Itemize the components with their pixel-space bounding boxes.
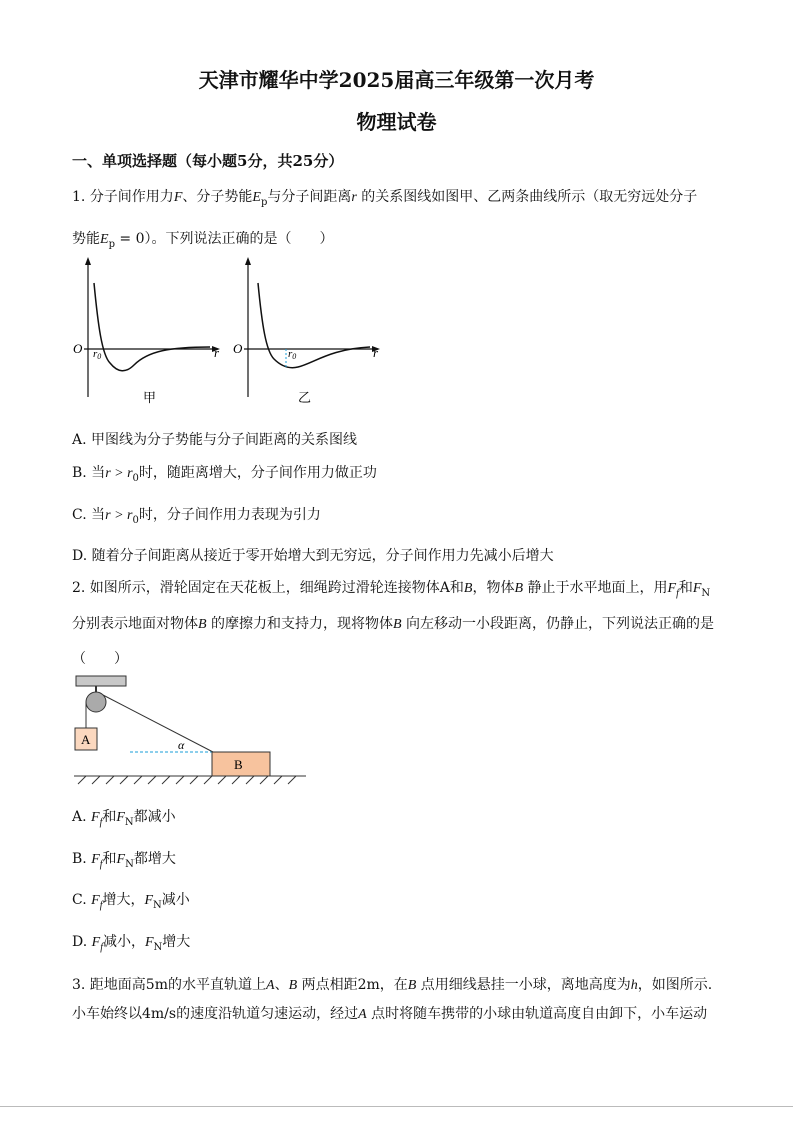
page-subtitle: 物理试卷 bbox=[356, 110, 437, 134]
origin-label-right: O bbox=[233, 341, 243, 356]
r-axis-label-right: r bbox=[373, 345, 379, 360]
ceiling-plate bbox=[76, 676, 126, 686]
q2-option-a[interactable]: A. $F_f$和$F_N$都减小 bbox=[72, 809, 176, 828]
q2-line3: （ ） bbox=[72, 651, 128, 667]
curve-left bbox=[94, 283, 210, 371]
block-b-label: B bbox=[234, 757, 243, 772]
q1-option-a[interactable]: A. 甲图线为分子势能与分子间距离的关系图线 bbox=[72, 432, 358, 448]
section-heading: 一、单项选择题（每小题5分，共25分） bbox=[72, 152, 344, 170]
graph-left bbox=[73, 257, 220, 405]
page-bottom-rule bbox=[0, 1106, 793, 1107]
q3-line2: 小车始终以4m/s的速度沿轨道匀速运动，经过A 点时将随车携带的小球由轨道高度自由卸下，小车运动 bbox=[72, 1006, 708, 1022]
ground-hatching bbox=[78, 776, 296, 784]
page-title: 天津市耀华中学2025届高三年级第一次月考 bbox=[198, 68, 595, 92]
q1-line1: 1. 分子间作用力F、分子势能$E_p$与分子间距离r 的关系图线如图甲、乙两条曲线所示（取无穷远处分子 bbox=[72, 189, 698, 208]
graph-right bbox=[233, 257, 380, 405]
q2-line1: 2. 如图所示，滑轮固定在天花板上，细绳跨过滑轮连接物体A和B，物体B 静止于水平地面上，用$F_f$和$F_N$ bbox=[72, 580, 711, 599]
figure-label-jia: 甲 bbox=[143, 390, 157, 405]
q2-line2: 分别表示地面对物体B 的摩擦力和支持力，现将物体B 向左移动一小段距离，仍静止，下列说法正确的是 bbox=[72, 616, 715, 632]
q1-option-d[interactable]: D. 随着分子间距离从接近于零开始增大到无穷远，分子间作用力先减小后增大 bbox=[72, 548, 554, 564]
angle-alpha-label: α bbox=[178, 738, 185, 752]
q1-line2: 势能$E_p = 0$）。下列说法正确的是（ ） bbox=[72, 231, 334, 250]
figure-label-yi: 乙 bbox=[298, 390, 312, 405]
rope-diagonal bbox=[103, 695, 213, 752]
q3-line1: 3. 距地面高5m的水平直轨道上A、B 两点相距2m，在B 点用细线悬挂一小球，离地高度为h，如图所示. bbox=[72, 977, 713, 993]
r0-label-right: r0 bbox=[288, 348, 297, 361]
r0-label-left: r0 bbox=[93, 348, 102, 361]
origin-label-left: O bbox=[73, 341, 83, 356]
q2-option-c[interactable]: C. $F_f$增大，$F_N$减小 bbox=[72, 892, 190, 911]
q2-option-b[interactable]: B. $F_f$和$F_N$都增大 bbox=[72, 851, 176, 870]
q1-option-b[interactable]: B. 当$r > r_0$时，随距离增大，分子间作用力做正功 bbox=[72, 465, 377, 484]
q2-option-d[interactable]: D. $F_f$减小，$F_N$增大 bbox=[72, 934, 191, 953]
q1-figure bbox=[70, 255, 390, 410]
q1-option-c[interactable]: C. 当$r > r_0$时，分子间作用力表现为引力 bbox=[72, 507, 321, 526]
r-axis-label-left: r bbox=[214, 345, 220, 360]
block-a-label: A bbox=[81, 732, 91, 747]
curve-right bbox=[258, 283, 370, 368]
q2-figure bbox=[70, 672, 310, 788]
